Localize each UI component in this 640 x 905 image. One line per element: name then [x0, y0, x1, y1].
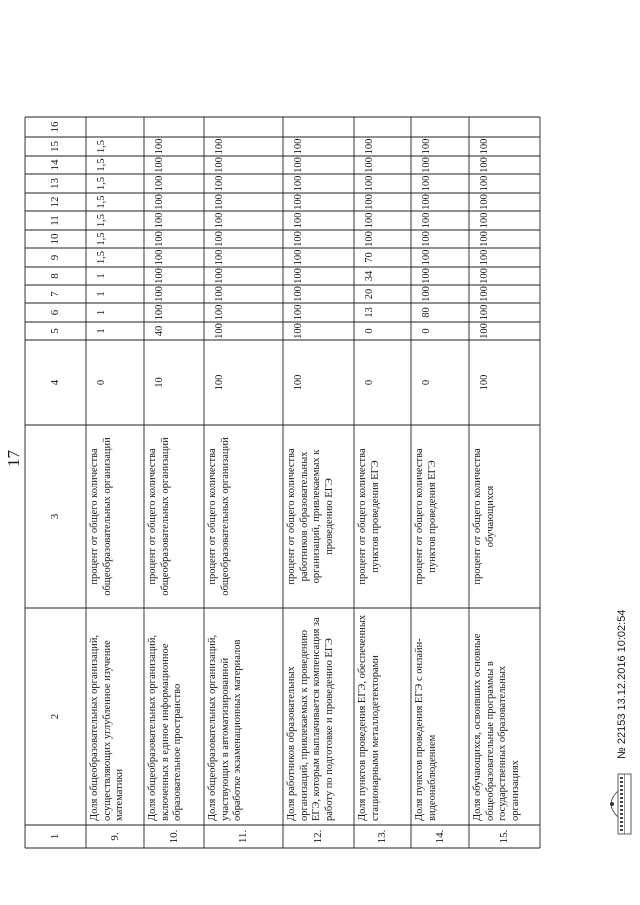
- indicator-name-text: Доля общеобразовательных организаций, осуществляющих углубленное изучение математики: [89, 634, 125, 821]
- unit-of-measure-text: процент от общего количества пунктов проведения ЕГЭ: [414, 448, 438, 585]
- value-cell: [86, 248, 144, 267]
- page-number: 17: [4, 450, 23, 467]
- value-cell-text: 0: [364, 328, 375, 334]
- value-cell-text: 1: [96, 328, 107, 334]
- value-cell-text: 100: [364, 138, 375, 155]
- value-cell: [86, 340, 144, 425]
- value-cell-text: 100: [421, 249, 432, 266]
- value-cell-text: 100: [479, 194, 490, 210]
- value-cell: [144, 285, 204, 303]
- indicator-name: [144, 608, 204, 825]
- header-cell-text: 15: [49, 141, 62, 152]
- value-cell: [469, 303, 540, 322]
- unit-of-measure: [144, 425, 204, 608]
- value-cell: [411, 267, 469, 285]
- value-cell-text: 100: [421, 212, 432, 229]
- value-cell-text: 100: [293, 138, 304, 155]
- value-cell-text: 70: [364, 252, 375, 263]
- header-cell-text: 10: [49, 233, 62, 245]
- value-cell-text: 0: [96, 379, 107, 386]
- value-cell: [204, 285, 283, 303]
- value-cell-text: 100: [421, 157, 432, 173]
- unit-of-measure: [283, 425, 354, 608]
- value-cell-text: 100: [214, 231, 225, 247]
- value-cell: [144, 322, 204, 340]
- row-number-text: 12.: [312, 829, 325, 844]
- value-cell-text: 1,5: [96, 158, 107, 172]
- value-cell-text: 1,5: [96, 139, 107, 154]
- header-cell-text: 5: [49, 328, 62, 334]
- indicator-name: [283, 608, 354, 825]
- value-cell-text: 100: [364, 157, 375, 173]
- value-cell-text: 100: [293, 323, 304, 339]
- value-cell-text: 100: [214, 157, 225, 173]
- value-cell: [204, 156, 283, 174]
- value-cell-text: 100: [421, 268, 432, 284]
- value-cell: [144, 174, 204, 193]
- header-cell-text: 4: [49, 379, 62, 386]
- value-cell: [469, 340, 540, 425]
- value-cell: [411, 156, 469, 174]
- header-cell-text: 16: [49, 121, 62, 133]
- value-cell-text: 1,5: [96, 232, 107, 246]
- value-cell: [411, 211, 469, 230]
- row-number: [469, 825, 540, 848]
- value-cell: [469, 156, 540, 174]
- value-cell: [411, 230, 469, 248]
- value-cell: [354, 156, 411, 174]
- row-number: [204, 825, 283, 848]
- value-cell: [86, 285, 144, 303]
- value-cell: [469, 193, 540, 211]
- value-cell-text: 100: [479, 157, 490, 173]
- value-cell: [144, 340, 204, 425]
- value-cell-text: 100: [154, 212, 165, 229]
- header-cell-text: 14: [49, 159, 62, 171]
- value-cell: [204, 137, 283, 156]
- value-cell: [283, 137, 354, 156]
- header-cell: [25, 267, 86, 285]
- value-cell: [86, 156, 144, 174]
- value-cell-text: 100: [214, 323, 225, 339]
- value-cell: [86, 211, 144, 230]
- row-number-text: 14.: [433, 829, 446, 844]
- value-cell-text: 100: [154, 286, 165, 302]
- value-cell-text: 100: [154, 231, 165, 247]
- indicator-name-text: Доля пунктов проведения ЕГЭ с онлайн-видеонаблюдением: [414, 638, 438, 821]
- value-cell: [469, 174, 540, 193]
- value-cell-text: 100: [479, 138, 490, 155]
- value-cell-text: 40: [154, 325, 165, 337]
- value-cell: [283, 174, 354, 193]
- indicator-name: [86, 608, 144, 825]
- value-cell-text: 100: [421, 175, 432, 192]
- value-cell-text: 100: [214, 212, 225, 229]
- unit-of-measure: [411, 425, 469, 608]
- value-cell: [283, 322, 354, 340]
- value-cell: [283, 303, 354, 322]
- indicator-name-text: Доля общеобразовательных организаций, участвующих в автоматизированной обработке экзаменационных материалов: [207, 634, 243, 821]
- value-cell-text: 100: [479, 304, 490, 321]
- header-cell: [25, 193, 86, 211]
- header-cell: [25, 322, 86, 340]
- value-cell-text: 100: [214, 249, 225, 266]
- value-cell: [86, 303, 144, 322]
- value-cell-text: 100: [293, 212, 304, 229]
- header-cell: [25, 211, 86, 230]
- value-cell: [354, 193, 411, 211]
- value-cell: [354, 303, 411, 322]
- value-cell-text: 1,5: [96, 250, 107, 265]
- value-cell: [283, 340, 354, 425]
- row-number: [354, 825, 411, 848]
- value-cell-text: 100: [479, 286, 490, 302]
- value-cell: [283, 248, 354, 267]
- header-cell: [25, 303, 86, 322]
- row-number: [86, 825, 144, 848]
- value-cell: [144, 193, 204, 211]
- value-cell: [411, 248, 469, 267]
- header-cell-text: 9: [49, 254, 62, 261]
- row-number: [144, 825, 204, 848]
- value-cell: [204, 267, 283, 285]
- unit-of-measure-text: процент от общего количества работников образовательных организаций, привлекаемых к проведению ЕГЭ: [286, 448, 335, 585]
- value-cell: [469, 230, 540, 248]
- value-cell-text: 100: [421, 194, 432, 210]
- header-cell-text: 7: [49, 291, 62, 297]
- header-cell-text: 3: [49, 513, 62, 520]
- value-cell-text: 0: [364, 379, 375, 386]
- row-number: [283, 825, 354, 848]
- indicator-name: [469, 608, 540, 825]
- unit-of-measure-text: процент от общего количества пунктов проведения ЕГЭ: [357, 448, 381, 585]
- document-reference: № 22153 13.12.2016 10:02:54: [616, 609, 628, 759]
- value-cell: [204, 193, 283, 211]
- value-cell-text: 100: [479, 323, 490, 339]
- value-cell: [354, 267, 411, 285]
- indicator-name-text: Доля обучающихся, освоивших основные общеобразовательные программы в государственных образовательных организациях: [472, 633, 521, 821]
- value-cell: [411, 193, 469, 211]
- value-cell-text: 1: [96, 273, 107, 279]
- value-cell-text: 80: [421, 307, 432, 318]
- value-cell: [469, 322, 540, 340]
- indicator-name: [411, 608, 469, 825]
- header-cell: [25, 137, 86, 156]
- value-cell: [144, 303, 204, 322]
- unit-of-measure-text: процент от общего количества общеобразовательных организаций: [89, 437, 113, 596]
- value-cell: [144, 211, 204, 230]
- value-cell: [204, 340, 283, 425]
- value-cell-text: 0: [421, 379, 432, 386]
- value-cell: [354, 248, 411, 267]
- value-cell-text: 100: [154, 175, 165, 192]
- value-cell-text: 100: [479, 212, 490, 229]
- value-cell: [283, 230, 354, 248]
- value-cell: [469, 267, 540, 285]
- value-cell: [354, 174, 411, 193]
- value-cell: [283, 285, 354, 303]
- value-cell-text: 100: [293, 304, 304, 321]
- value-cell-text: 100: [293, 249, 304, 266]
- value-cell: [86, 230, 144, 248]
- header-cell: [25, 174, 86, 193]
- value-cell-text: 1: [96, 291, 107, 297]
- value-cell: [283, 156, 354, 174]
- value-cell: [354, 230, 411, 248]
- value-cell-text: 100: [293, 374, 304, 391]
- indicator-name: [354, 608, 411, 825]
- unit-of-measure-text: процент от общего количества общеобразовательных организаций: [147, 437, 171, 596]
- value-cell-text: 100: [364, 212, 375, 229]
- header-cell-text: 1: [49, 833, 62, 840]
- header-cell: [25, 825, 86, 848]
- value-cell: [144, 267, 204, 285]
- value-cell-text: 100: [364, 175, 375, 192]
- header-cell: [25, 608, 86, 825]
- value-cell: [144, 156, 204, 174]
- value-cell-text: 100: [154, 138, 165, 155]
- row-number-text: 9.: [108, 832, 121, 841]
- header-cell-text: 13: [49, 178, 62, 189]
- value-cell: [469, 211, 540, 230]
- header-cell-text: 6: [49, 309, 62, 316]
- unit-of-measure: [354, 425, 411, 608]
- value-cell: [204, 174, 283, 193]
- unit-of-measure: [204, 425, 283, 608]
- value-cell: [144, 137, 204, 156]
- value-cell-text: 100: [214, 268, 225, 284]
- value-cell-text: 100: [154, 268, 165, 284]
- value-cell: [411, 137, 469, 156]
- header-cell: [25, 156, 86, 174]
- header-cell-text: 11: [49, 215, 62, 226]
- value-cell: [204, 230, 283, 248]
- unit-of-measure-text: процент от общего количества общеобразовательных организаций: [207, 437, 231, 596]
- value-cell: [283, 267, 354, 285]
- value-cell-text: 1,5: [96, 213, 107, 228]
- value-cell-text: 100: [293, 231, 304, 247]
- value-cell-text: 100: [154, 304, 165, 321]
- value-cell-text: 1,5: [96, 195, 107, 209]
- indicator-name-text: Доля общеобразовательных организаций, включенных в единое информационное образовательное пространство: [147, 634, 183, 821]
- value-cell-text: 100: [421, 286, 432, 302]
- value-cell-text: 10: [154, 377, 165, 388]
- value-cell-text: 100: [154, 194, 165, 210]
- value-cell: [204, 211, 283, 230]
- row-number-text: 11.: [237, 829, 250, 844]
- value-cell-text: 100: [479, 268, 490, 284]
- value-cell: [144, 248, 204, 267]
- value-cell: [283, 211, 354, 230]
- value-cell-text: 100: [479, 249, 490, 266]
- value-cell-text: 100: [479, 231, 490, 247]
- row-number-text: 13.: [376, 829, 389, 844]
- value-cell: [411, 322, 469, 340]
- value-cell: [354, 340, 411, 425]
- value-cell: [354, 322, 411, 340]
- value-cell: [469, 137, 540, 156]
- row-number-text: 15.: [498, 829, 511, 844]
- value-cell: [354, 137, 411, 156]
- value-cell-text: 100: [293, 175, 304, 192]
- value-cell-text: 0: [421, 328, 432, 334]
- value-cell-text: 1: [96, 309, 107, 316]
- value-cell: [411, 174, 469, 193]
- value-cell: [86, 193, 144, 211]
- indicator-name: [204, 608, 283, 825]
- header-cell: [25, 285, 86, 303]
- value-cell: [469, 248, 540, 267]
- value-cell: [204, 322, 283, 340]
- header-cell-text: 2: [49, 713, 62, 720]
- header-cell-text: 12: [49, 196, 62, 208]
- value-cell: [86, 267, 144, 285]
- value-cell-text: 100: [293, 157, 304, 173]
- value-cell: [86, 137, 144, 156]
- value-cell-text: 1,5: [96, 176, 107, 191]
- value-cell: [86, 174, 144, 193]
- header-cell: [25, 117, 86, 137]
- value-cell-text: 100: [293, 268, 304, 284]
- footer: [606, 475, 636, 835]
- value-cell: [204, 303, 283, 322]
- value-cell-text: 100: [479, 175, 490, 192]
- header-cell-text: 8: [49, 273, 62, 279]
- header-cell: [25, 425, 86, 608]
- value-cell-text: 100: [293, 286, 304, 302]
- indicator-name-text: Доля пунктов проведения ЕГЭ, обеспеченных стационарными металлодетекторами: [357, 614, 381, 821]
- value-cell-text: 100: [214, 286, 225, 302]
- unit-of-measure: [469, 425, 540, 608]
- value-cell: [354, 285, 411, 303]
- value-cell: [204, 248, 283, 267]
- value-cell-text: 34: [364, 270, 375, 282]
- value-cell-text: 100: [479, 374, 490, 391]
- value-cell-text: 100: [214, 175, 225, 192]
- value-cell: [86, 322, 144, 340]
- header-cell: [25, 230, 86, 248]
- value-cell-text: 100: [364, 231, 375, 247]
- row-number: [411, 825, 469, 848]
- value-cell: [283, 193, 354, 211]
- value-cell-text: 100: [214, 304, 225, 321]
- header-cell: [25, 248, 86, 267]
- header-cell: [25, 340, 86, 425]
- value-cell: [411, 285, 469, 303]
- value-cell-text: 100: [214, 138, 225, 155]
- value-cell: [469, 285, 540, 303]
- value-cell-text: 100: [154, 157, 165, 173]
- value-cell: [411, 340, 469, 425]
- value-cell: [354, 211, 411, 230]
- value-cell-text: 100: [364, 194, 375, 210]
- value-cell-text: 13: [364, 307, 375, 318]
- unit-of-measure: [86, 425, 144, 608]
- value-cell-text: 100: [421, 231, 432, 247]
- value-cell-text: 100: [154, 249, 165, 266]
- unit-of-measure-text: процент от общего количества обучающихся: [472, 448, 496, 585]
- value-cell-text: 20: [364, 288, 375, 300]
- value-cell-text: 100: [293, 194, 304, 210]
- indicator-name-text: Доля работников образовательных организаций, привлекаемых к проведению ЕГЭ, которым выплачивается компенсация за работу по подготовке и проведению ЕГЭ: [286, 617, 335, 821]
- print-stamp-icon: [606, 773, 632, 835]
- row-number-text: 10.: [167, 829, 180, 844]
- value-cell-text: 100: [421, 138, 432, 155]
- value-cell: [144, 230, 204, 248]
- value-cell: [411, 303, 469, 322]
- value-cell-text: 100: [214, 194, 225, 210]
- value-cell-text: 100: [214, 374, 225, 391]
